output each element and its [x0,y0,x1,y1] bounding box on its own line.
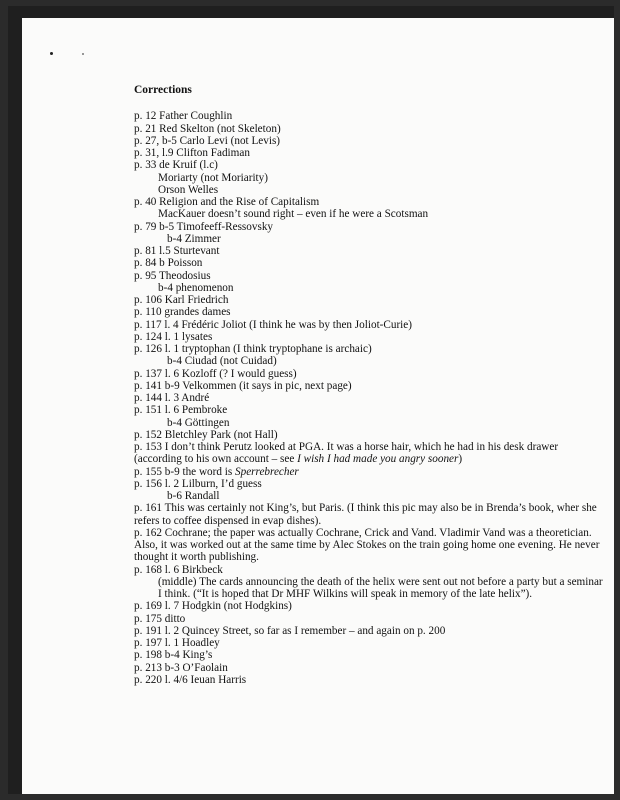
correction-line [134,184,604,196]
correction-line [134,208,604,220]
correction-line [134,478,604,490]
correction-text: p. 213 b-3 O’Faolain [134,661,228,674]
correction-text: Orson Welles [158,183,219,196]
correction-text: p. 40 Religion and the Rise of Capitalism [134,196,320,208]
correction-line [134,392,604,404]
correction-line [134,600,604,612]
correction-line [134,380,604,392]
correction-text: b-6 Randall [167,490,220,502]
correction-line [134,233,604,245]
correction-line [134,564,604,576]
correction-text-end: ) [458,453,463,466]
correction-line [134,613,604,625]
correction-text: p. 95 Theodosius [134,269,211,282]
correction-line [134,429,604,441]
correction-text: p. 162 Cochrane; the paper was actually Cochrane, Crick and Vand. Vladimir Vand was a theoretician. Also, it was worked out at the same time by Alec Stokes on the train going home one evening. He never thought it worth publishing. [134,526,600,564]
correction-line [134,502,604,527]
correction-text: b-4 Ciudad (not Cuidad) [167,355,277,368]
correction-line [134,123,604,135]
correction-line [134,441,604,466]
correction-line [134,527,604,564]
correction-text: p. 124 l. 1 lysates [134,330,213,343]
correction-line [134,625,604,637]
correction-text: p. 168 l. 6 Birkbeck [134,563,223,576]
scan-frame [8,6,614,794]
correction-text: p. 161 This was certainly not King’s, but Paris. (I think this pic may also be in Brenda’s book, wher she refers to coffee dispensed in evap dishes). [134,502,597,527]
correction-text: p. 81 l.5 Sturtevant [134,245,220,257]
correction-text: p. 117 l. 4 Frédéric Joliot (I think he was by then Joliot-Curie) [134,318,412,331]
correction-line [134,417,604,429]
correction-line [134,282,604,294]
corrections-list [134,110,604,686]
document-body [134,84,604,686]
correction-line [134,306,604,318]
correction-line [134,135,604,147]
correction-line [134,270,604,282]
correction-line [134,331,604,343]
correction-line [134,404,604,416]
correction-text: b-4 Göttingen [167,416,230,429]
italic-title: Sperrebrecher [235,465,299,478]
correction-text: p. 33 de Kruif (l.c) [134,159,218,172]
correction-line [134,649,604,661]
correction-text: p. 31, l.9 Clifton Fadiman [134,147,250,159]
italic-title: I wish I had made you angry sooner [297,453,459,466]
correction-text: p. 126 l. 1 tryptophan (I think tryptophane is archaic) [134,343,372,355]
correction-text: p. 198 b-4 King’s [134,649,213,662]
correction-text: p. 191 l. 2 Quincey Street, so far as I remember – and again on p. 200 [134,624,446,637]
correction-line [134,490,604,502]
correction-line [134,319,604,331]
correction-line [134,662,604,674]
correction-line [134,172,604,184]
correction-text: (middle) The cards announcing the death of the helix were sent out not before a party but a seminar I think. (“It is hoped that Dr MHF Wilkins will speak in memory of the late helix”). [158,575,603,600]
correction-text: b-4 Zimmer [167,232,221,245]
correction-text: b-4 phenomenon [158,281,234,294]
correction-text: p. 155 b-9 the word is [134,465,235,478]
correction-line [134,221,604,233]
correction-line [134,674,604,686]
correction-text: p. 137 l. 6 Kozloff (? I would guess) [134,367,297,380]
correction-text: p. 151 l. 6 Pembroke [134,404,228,417]
correction-text: p. 175 ditto [134,612,186,625]
correction-line [134,159,604,171]
correction-text: p. 152 Bletchley Park (not Hall) [134,428,278,441]
correction-line [134,110,604,122]
correction-text: p. 144 l. 3 André [134,392,210,404]
correction-line [134,245,604,257]
correction-text: p. 110 grandes dames [134,306,231,319]
correction-text: p. 79 b-5 Timofeeff-Ressovsky [134,220,274,233]
correction-line [134,355,604,367]
correction-text: MacKauer doesn’t sound right – even if he were a Scotsman [158,208,429,221]
correction-line [134,196,604,208]
correction-text: p. 169 l. 7 Hodgkin (not Hodgkins) [134,600,292,613]
correction-text: p. 21 Red Skelton (not Skeleton) [134,122,281,135]
correction-line [134,147,604,159]
document-page [22,18,614,794]
correction-text: p. 141 b-9 Velkommen (it says in pic, next page) [134,379,352,392]
correction-line [134,343,604,355]
dust-speck [82,53,84,55]
correction-text: p. 153 I don’t think Perutz looked at PGA. It was a horse hair, which he had in his desk drawer (according to his own account – see [134,441,559,466]
correction-text: p. 197 l. 1 Hoadley [134,637,220,649]
correction-line [134,368,604,380]
correction-text: p. 106 Karl Friedrich [134,294,229,306]
document-title: Corrections [134,84,192,96]
correction-text: p. 12 Father Coughlin [134,110,233,123]
correction-line [134,294,604,306]
correction-line [134,466,604,478]
correction-line [134,576,604,601]
correction-text: Moriarty (not Moriarity) [158,171,268,184]
correction-text: p. 27, b-5 Carlo Levi (not Levis) [134,134,281,147]
dust-speck [50,52,53,55]
correction-line [134,257,604,269]
correction-line [134,637,604,649]
correction-text: p. 220 l. 4/6 Ieuan Harris [134,673,247,686]
correction-text: p. 156 l. 2 Lilburn, I’d guess [134,477,262,490]
correction-text: p. 84 b Poisson [134,257,203,270]
